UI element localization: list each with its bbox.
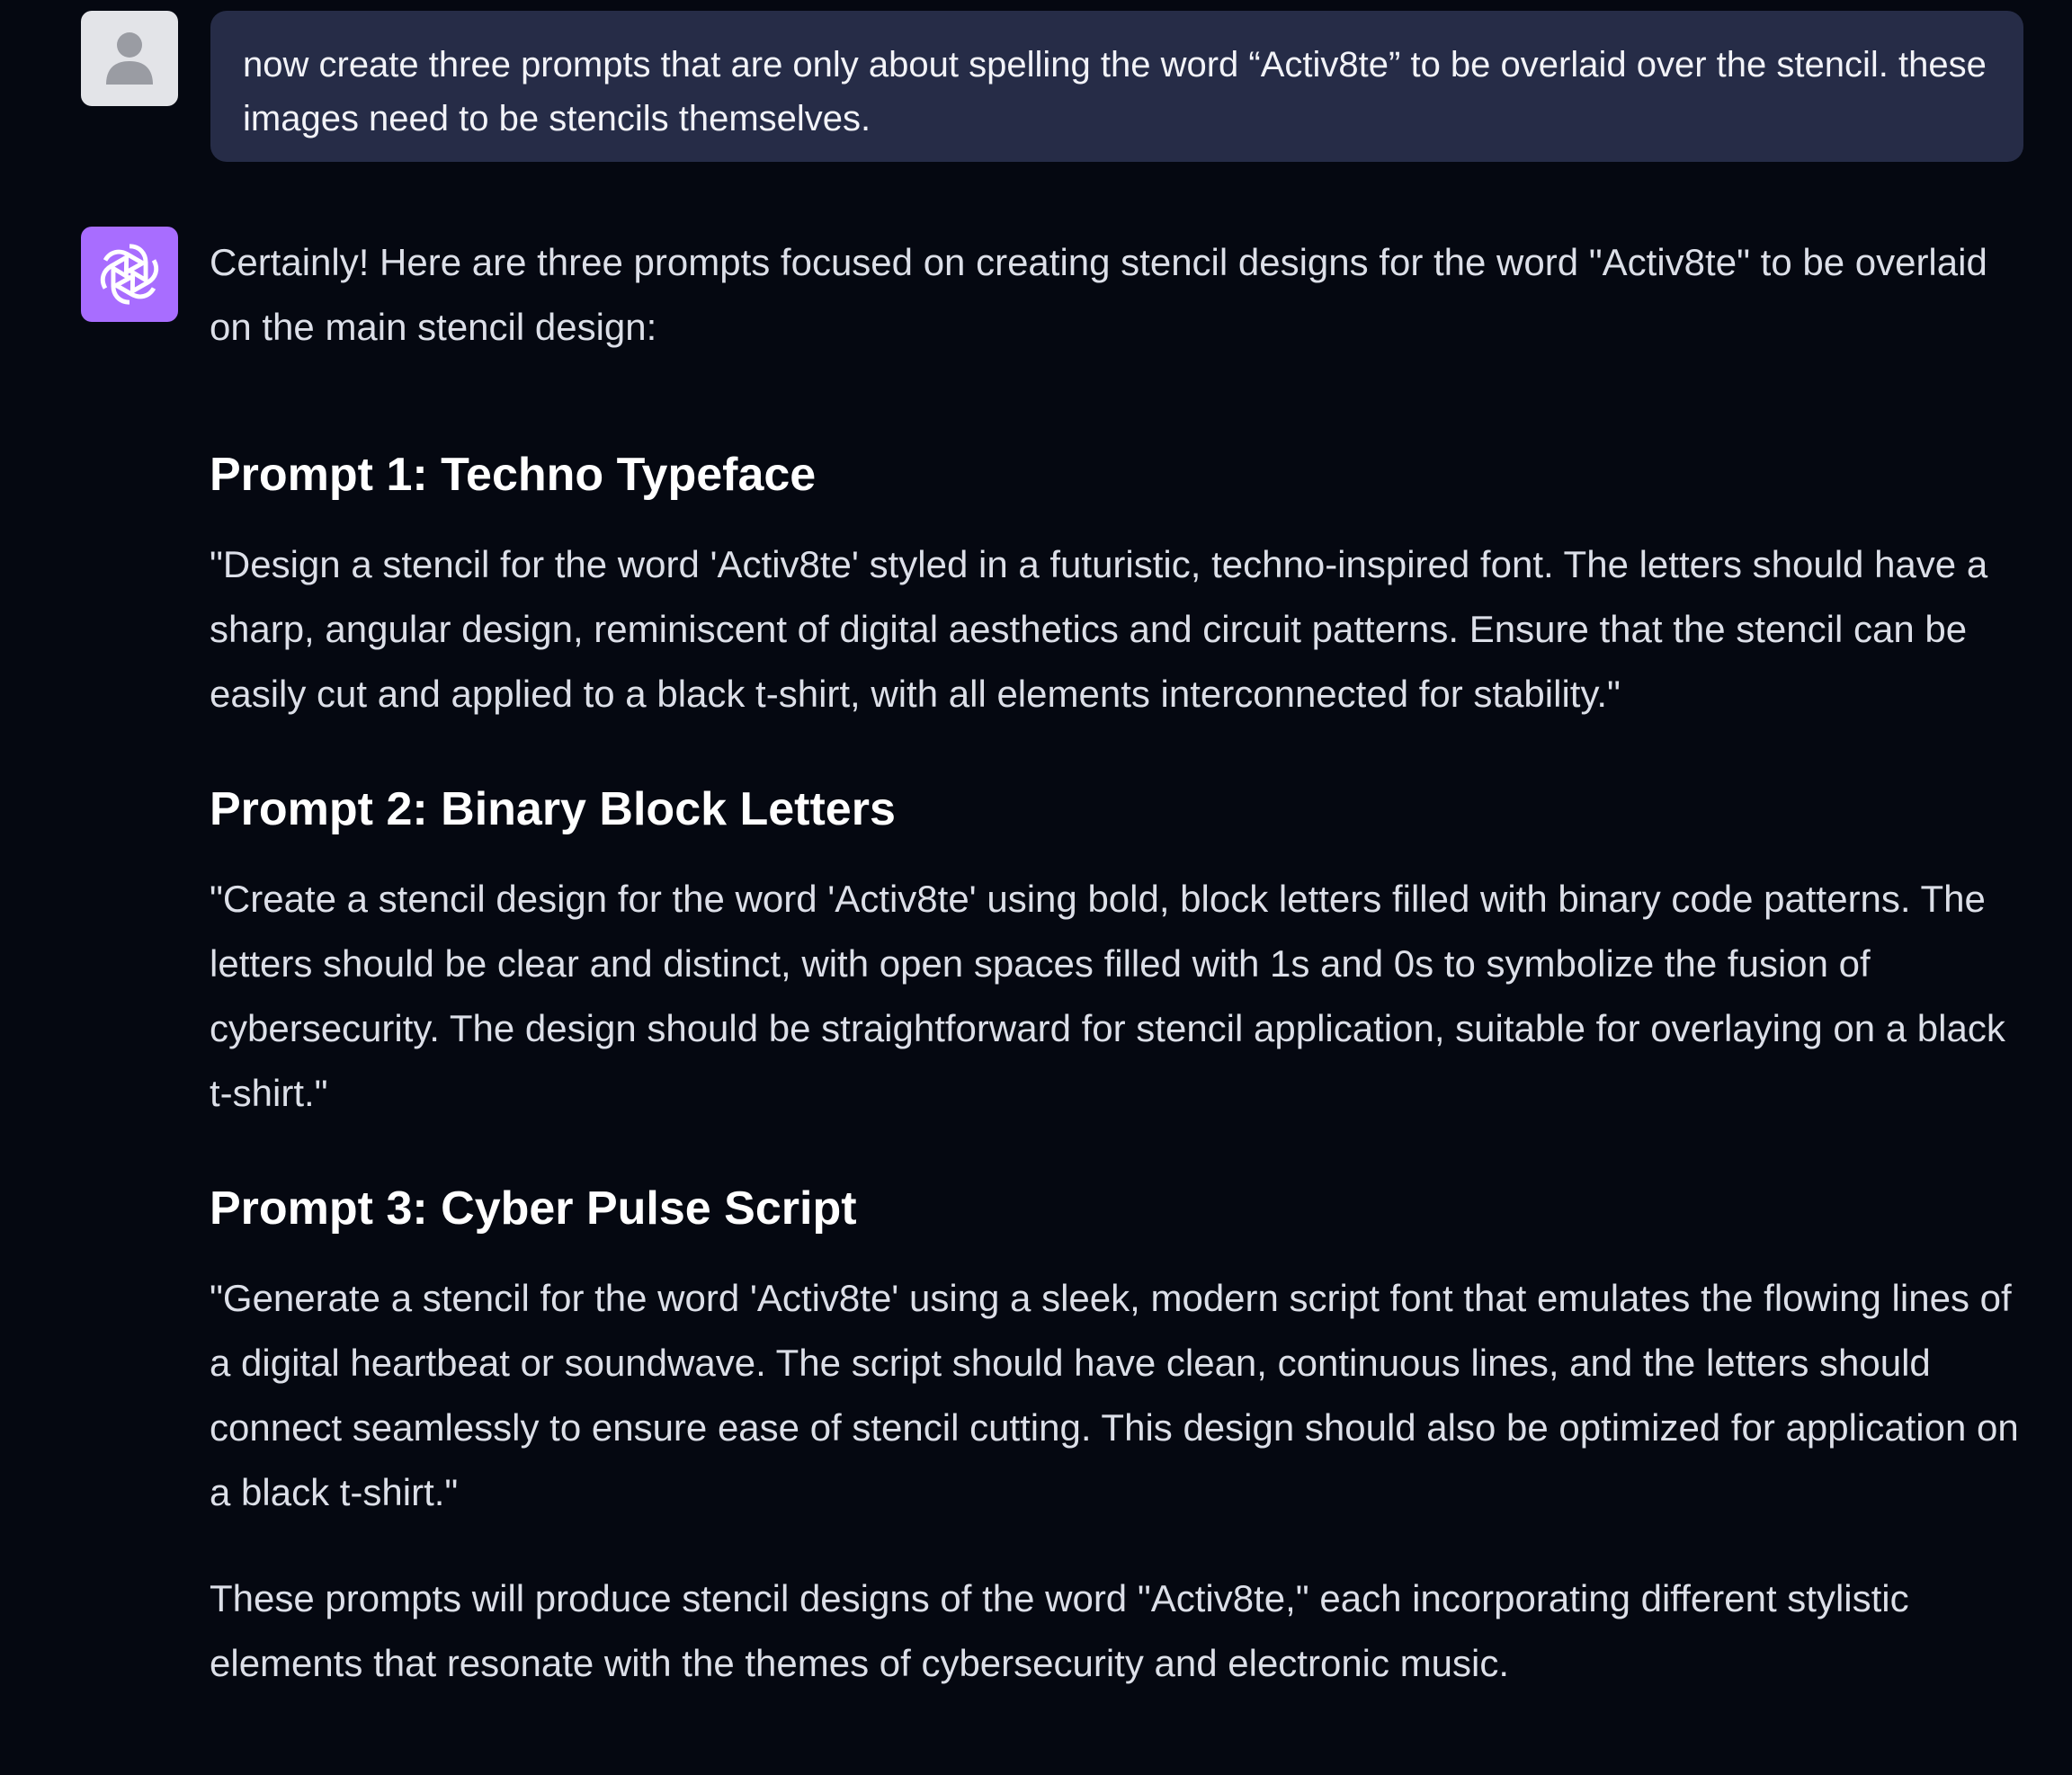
prompt-text-3: "Generate a stencil for the word 'Activ8te' using a sleek, modern script font that emulates the flowing lines of a digital heartbeat or soundwave. The script should have clean, continuous lines, and the letters should connect seamlessly to ensure ease of stencil cutting. This design should also be optimized for application on a black t-shirt." — [210, 1277, 2019, 1513]
user-message-bubble — [210, 11, 2023, 162]
prompt-heading-3 — [210, 1176, 2030, 1241]
prompt-number: Prompt 2: — [210, 783, 428, 835]
user-avatar — [81, 11, 178, 106]
assistant-closing: These prompts will produce stencil designs of the word "Activ8te," each incorporating different stylistic elements that resonate with the themes of cybersecurity and electronic music. — [210, 1577, 1909, 1684]
prompt-title: Techno Typeface — [441, 449, 817, 501]
user-silhouette-icon — [104, 31, 155, 86]
prompt-number: Prompt 3: — [210, 1182, 428, 1235]
prompt-heading-2 — [210, 777, 2030, 842]
user-message-text: now create three prompts that are only about spelling the word “Activ8te” to be overlaid over the stencil. these images need to be stencils themselves. — [243, 45, 1987, 138]
assistant-message — [210, 230, 2030, 1696]
prompt-title: Binary Block Letters — [441, 783, 896, 835]
assistant-intro: Certainly! Here are three prompts focused on creating stencil designs for the word "Activ8te" to be overlaid on the main stencil design: — [210, 241, 1987, 348]
prompt-number: Prompt 1: — [210, 449, 428, 501]
prompt-text-1: "Design a stencil for the word 'Activ8te' styled in a futuristic, techno-inspired font. The letters should have a sharp, angular design, reminiscent of digital aesthetics and circuit patterns. Ensure that the stencil can be easily cut and applied to a black t-shirt, with all elements interconnected for stability." — [210, 543, 1988, 715]
openai-logo-icon — [93, 237, 166, 311]
prompt-title: Cyber Pulse Script — [441, 1182, 857, 1235]
assistant-avatar — [81, 227, 178, 322]
prompt-text-2: "Create a stencil design for the word 'Activ8te' using bold, block letters filled with binary code patterns. The letters should be clear and distinct, with open spaces filled with 1s and 0s to symbolize the fusion of cybersecurity. The design should be straightforward for stencil application, suitable for overlaying on a black t-shirt." — [210, 878, 2005, 1114]
prompt-heading-1 — [210, 442, 2030, 507]
